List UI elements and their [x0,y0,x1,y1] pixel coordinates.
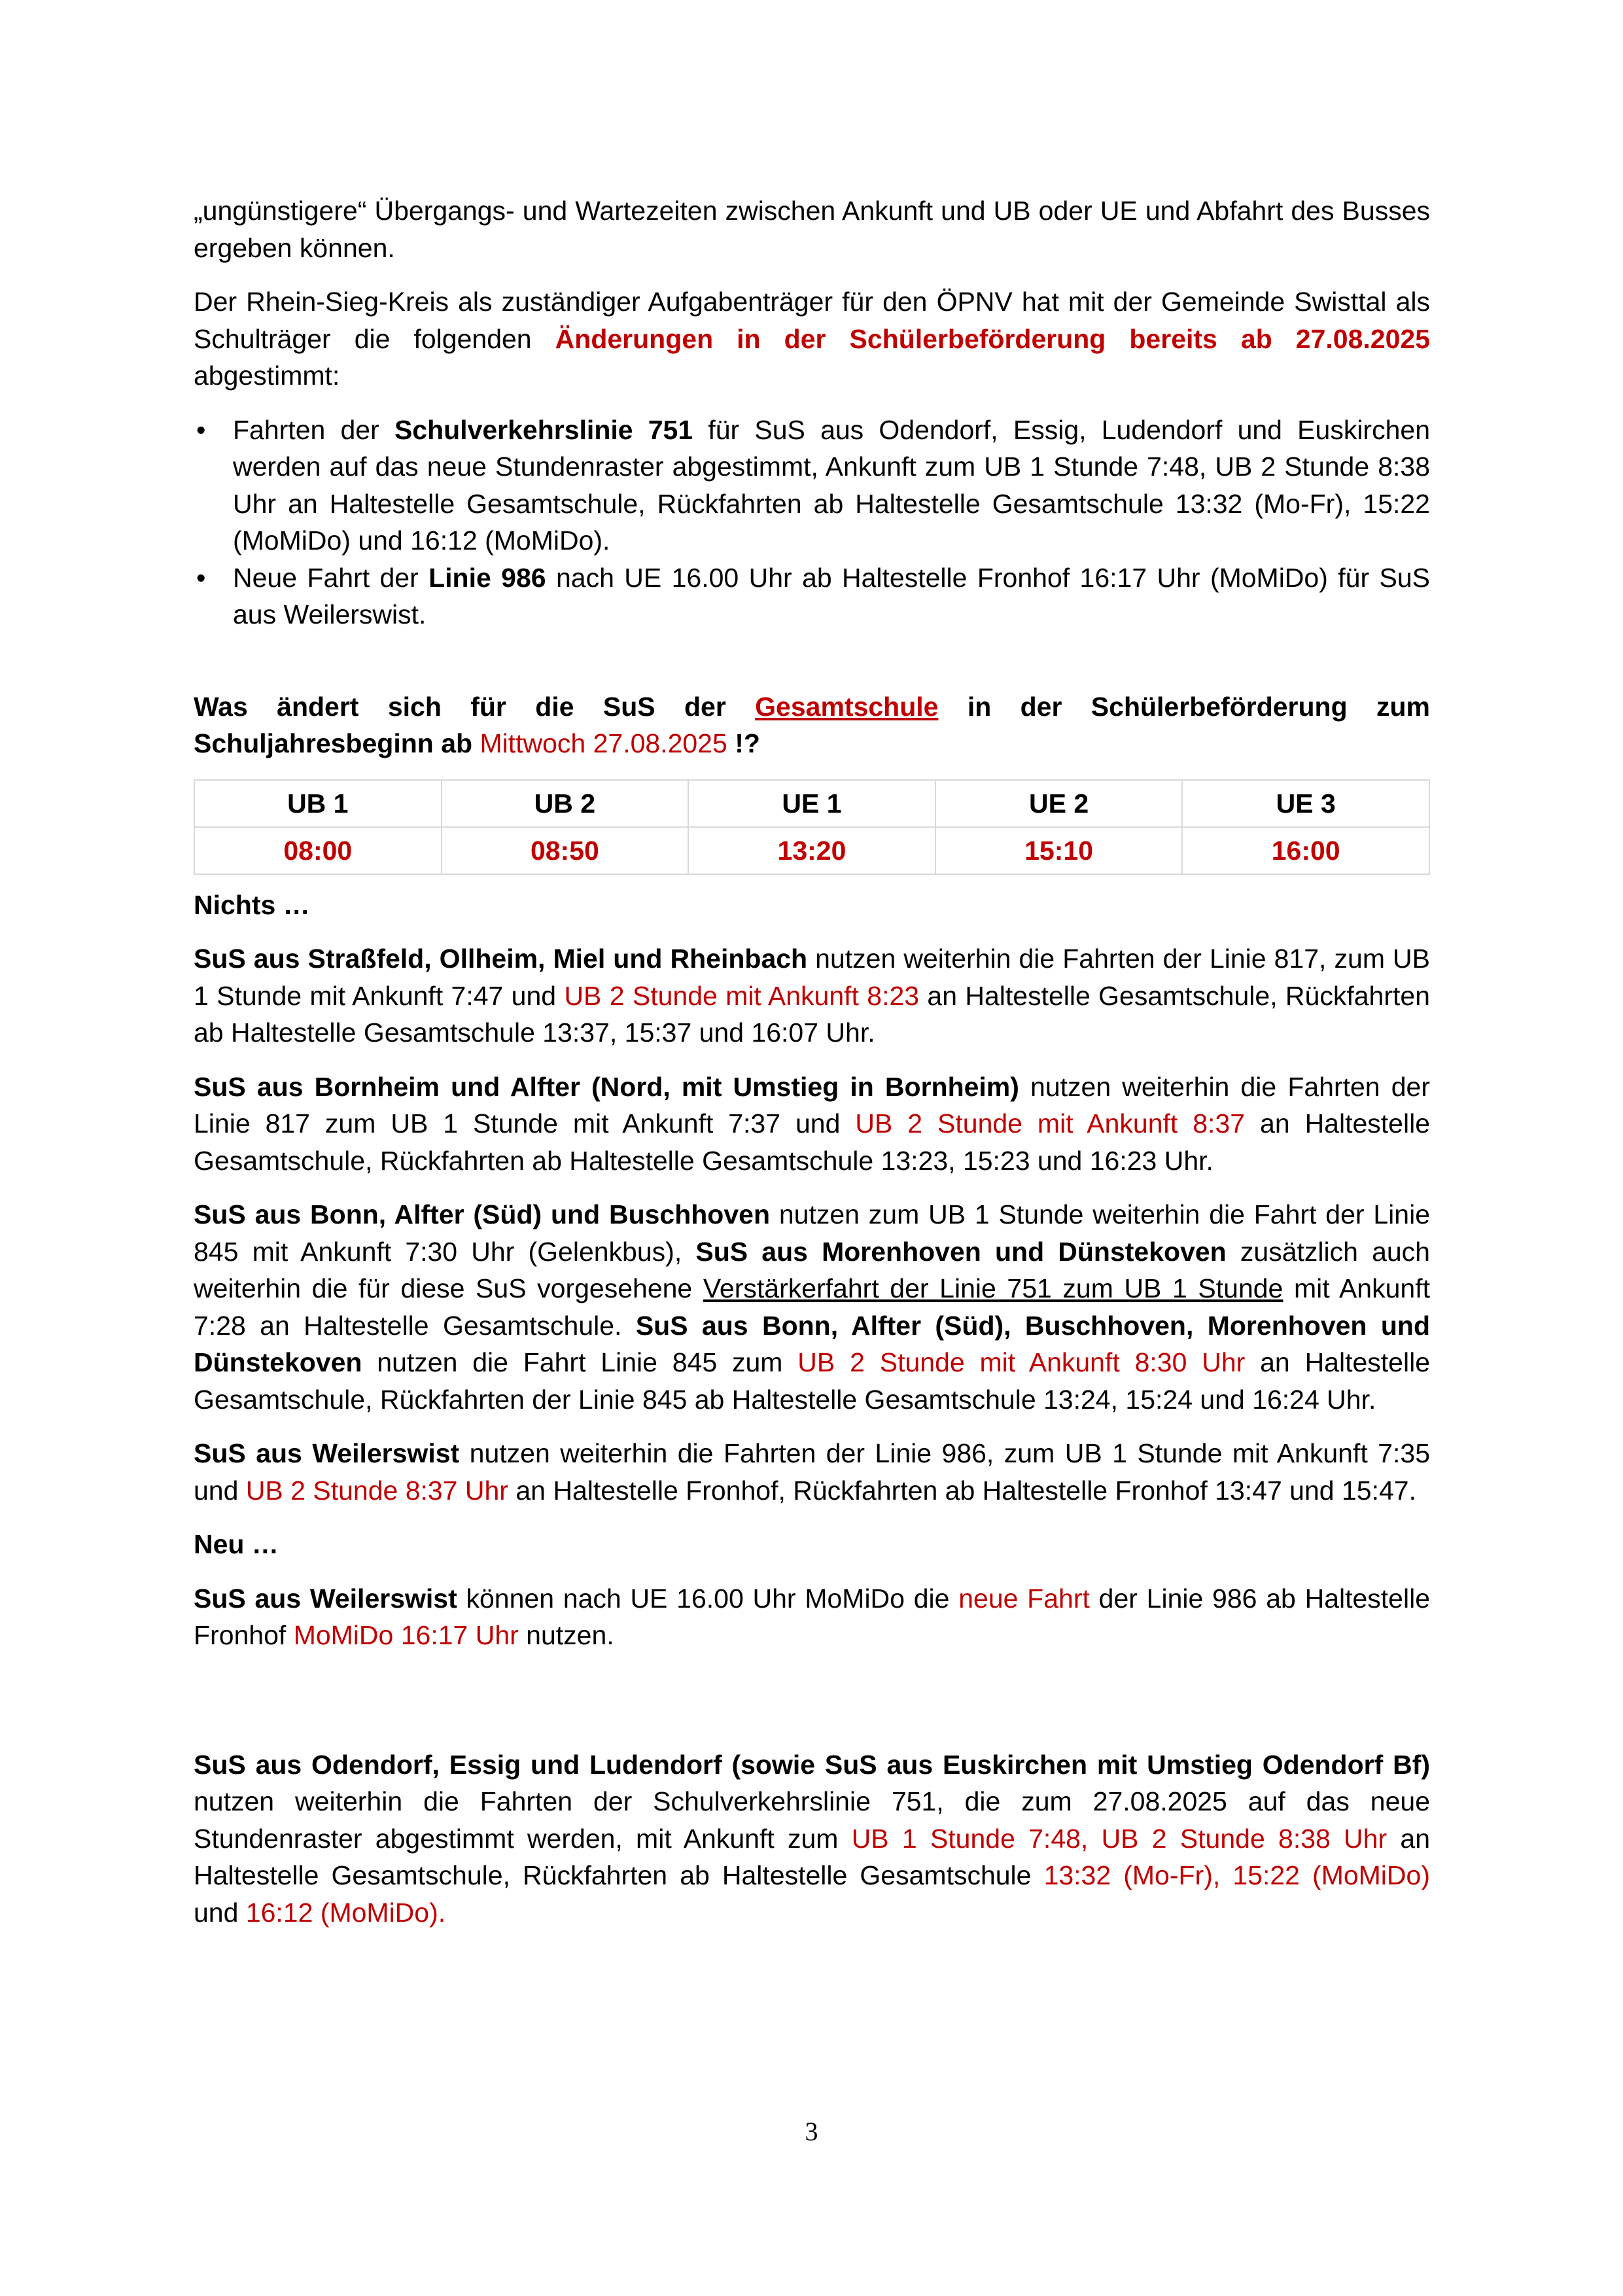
text: nutzen weiterhin die Fahrten der Linie 817 zum UB 1 Stunde mit Ankunft 7:37 und [194,1071,1430,1139]
table-cell: 16:00 [1182,827,1429,874]
text: nutzen zum UB 1 Stunde weiterhin die Fahrt der Linie 845 mit Ankunft 7:30 Uhr (Gelenkbus), [194,1199,1430,1267]
text: und [194,1897,246,1928]
highlight-time: 13:32 (Mo-Fr), 15:22 (MoMiDo) [1043,1860,1430,1890]
bullet-icon: • [196,414,206,445]
text: nach UE 16.00 Uhr ab Haltestelle Fronhof 16:17 Uhr (MoMiDo) für SuS aus Weilerswist. [233,562,1430,629]
group-name: SuS aus Straßfeld, Ollheim, Miel und Rheinbach [194,944,808,974]
text: Fahrten der [233,414,394,445]
paragraph-strassfeld [194,940,1430,1051]
changes-list [194,412,1430,633]
group-name: SuS aus Bornheim und Alfter (Nord, mit Umstieg in Bornheim) [194,1071,1019,1102]
table-header-cell: UB 2 [442,780,689,827]
table-header-cell: UE 3 [1182,780,1429,827]
text: an Haltestelle Gesamtschule, Rückfahrten ab Haltestelle Gesamtschule 13:37, 15:37 und 16:07 Uhr. [194,980,1430,1048]
table-row [194,827,1429,874]
document-body [194,192,1430,1931]
highlight-changes: Änderungen in der Schülerbeförderung bereits ab 27.08.2025 [555,323,1431,354]
table-cell: 08:00 [194,827,442,874]
list-item [194,559,1430,633]
line-name: Schulverkehrslinie 751 [394,414,693,445]
text: nutzen die Fahrt Linie 845 zum [362,1347,798,1377]
table-header-row [194,780,1429,827]
paragraph-weilerswist-new [194,1580,1430,1654]
text: !? [727,728,760,758]
underlined-trip: Verstärkerfahrt der Linie 751 zum UB 1 Stunde [703,1273,1283,1303]
text: nutzen. [518,1620,614,1650]
paragraph-odendorf [194,1746,1430,1932]
text: an Haltestelle Gesamtschule, Rückfahrten ab Haltestelle Gesamtschule 13:23, 15:23 und 16:23 Uhr. [194,1108,1430,1176]
highlight-time: UB 2 Stunde 8:37 Uhr [245,1475,508,1506]
page-number: 3 [805,2117,818,2146]
highlight-time: UB 2 Stunde mit Ankunft 8:30 Uhr [797,1347,1246,1377]
paragraph-weilerswist [194,1435,1430,1509]
paragraph-agreement [194,283,1430,395]
table-header-cell: UE 2 [935,780,1183,827]
table-header-cell: UB 1 [194,780,442,827]
group-name: SuS aus Weilerswist [194,1438,460,1468]
text: mit Ankunft 7:28 an Haltestelle Gesamtschule. [194,1273,1430,1341]
subheading-nichts: Nichts … [194,889,310,920]
text: für SuS aus Odendorf, Essig, Ludendorf und Euskirchen werden auf das neue Stundenraster abgestimmt, Ankunft zum UB 1 Stunde 7:48, UB 2 Stunde 8:38 Uhr an Haltestelle Gesamtschule, Rückfahrten ab Haltestelle Gesamtschule 13:32 (Mo-Fr), 15:22 (MoMiDo) und 16:12 (MoMiDo). [233,414,1430,556]
paragraph-bonn [194,1196,1430,1418]
paragraph-intro: „ungünstigere“ Übergangs- und Wartezeiten zwischen Ankunft und UB oder UE und Abfahrt des Busses ergeben können. [194,196,1430,263]
text: können nach UE 16.00 Uhr MoMiDo die [457,1583,959,1614]
text: der Linie 986 ab Haltestelle Fronhof [194,1583,1431,1650]
group-name: SuS aus Morenhoven und Dünstekoven [695,1236,1227,1267]
highlight-time: 16:12 (MoMiDo). [245,1897,446,1928]
highlight-time: UB 1 Stunde 7:48, UB 2 Stunde 8:38 Uhr [851,1823,1387,1854]
highlight-time: MoMiDo 16:17 Uhr [293,1620,519,1650]
table-cell: 13:20 [688,827,935,874]
text: nutzen weiterhin die Fahrten der Linie 817, zum UB 1 Stunde mit Ankunft 7:47 und [194,944,1430,1011]
table-header-cell: UE 1 [688,780,935,827]
school-name: Gesamtschule [755,691,939,722]
group-name: SuS aus Bonn, Alfter (Süd), Buschhoven, Morenhoven und Dünstekoven [194,1310,1430,1377]
paragraph-bornheim [194,1069,1430,1180]
highlight-new-trip: neue Fahrt [958,1583,1090,1614]
group-name: SuS aus Bonn, Alfter (Süd) und Buschhoven [194,1199,770,1229]
table-cell: 15:10 [935,827,1183,874]
highlight-time: UB 2 Stunde mit Ankunft 8:37 [855,1108,1246,1139]
bullet-icon: • [196,562,206,593]
text: Was ändert sich für die SuS der [194,691,756,722]
text: Neue Fahrt der [233,562,429,593]
text: zusätzlich auch weiterhin die für diese SuS vorgesehene [194,1236,1430,1303]
start-date: Mittwoch 27.08.2025 [480,728,727,758]
text: an Haltestelle Gesamtschule, Rückfahrten ab Haltestelle Gesamtschule [194,1823,1430,1890]
highlight-time: UB 2 Stunde mit Ankunft 8:23 [564,980,920,1011]
section-heading [194,688,1430,762]
text: nutzen weiterhin die Fahrten der Schulverkehrslinie 751, die zum 27.08.2025 auf das neue Stundenraster abgestimmt werden, mit Ankunft zum [194,1786,1430,1854]
subheading-neu: Neu … [194,1529,279,1559]
text: Der Rhein-Sieg-Kreis als zuständiger Aufgabenträger für den ÖPNV hat mit der Gemeinde Swisttal als Schulträger die folgenden [194,287,1430,354]
text: an Haltestelle Fronhof, Rückfahrten ab Haltestelle Fronhof 13:47 und 15:47. [508,1475,1416,1506]
list-item [194,412,1430,559]
text: nutzen weiterhin die Fahrten der Linie 986, zum UB 1 Stunde mit Ankunft 7:35 und [194,1438,1430,1506]
line-name: Linie 986 [428,562,546,593]
group-name: SuS aus Odendorf, Essig und Ludendorf (sowie SuS aus Euskirchen mit Umstieg Odendorf Bf) [194,1749,1430,1780]
group-name: SuS aus Weilerswist [194,1583,457,1614]
schedule-table [194,779,1430,875]
text: an Haltestelle Gesamtschule, Rückfahrten der Linie 845 ab Haltestelle Gesamtschule 13:24, 15:24 und 16:24 Uhr. [194,1347,1430,1415]
table-cell: 08:50 [442,827,689,874]
text: in der Schülerbeförderung zum Schuljahresbeginn ab [194,691,1430,758]
text: abgestimmt: [194,361,340,391]
